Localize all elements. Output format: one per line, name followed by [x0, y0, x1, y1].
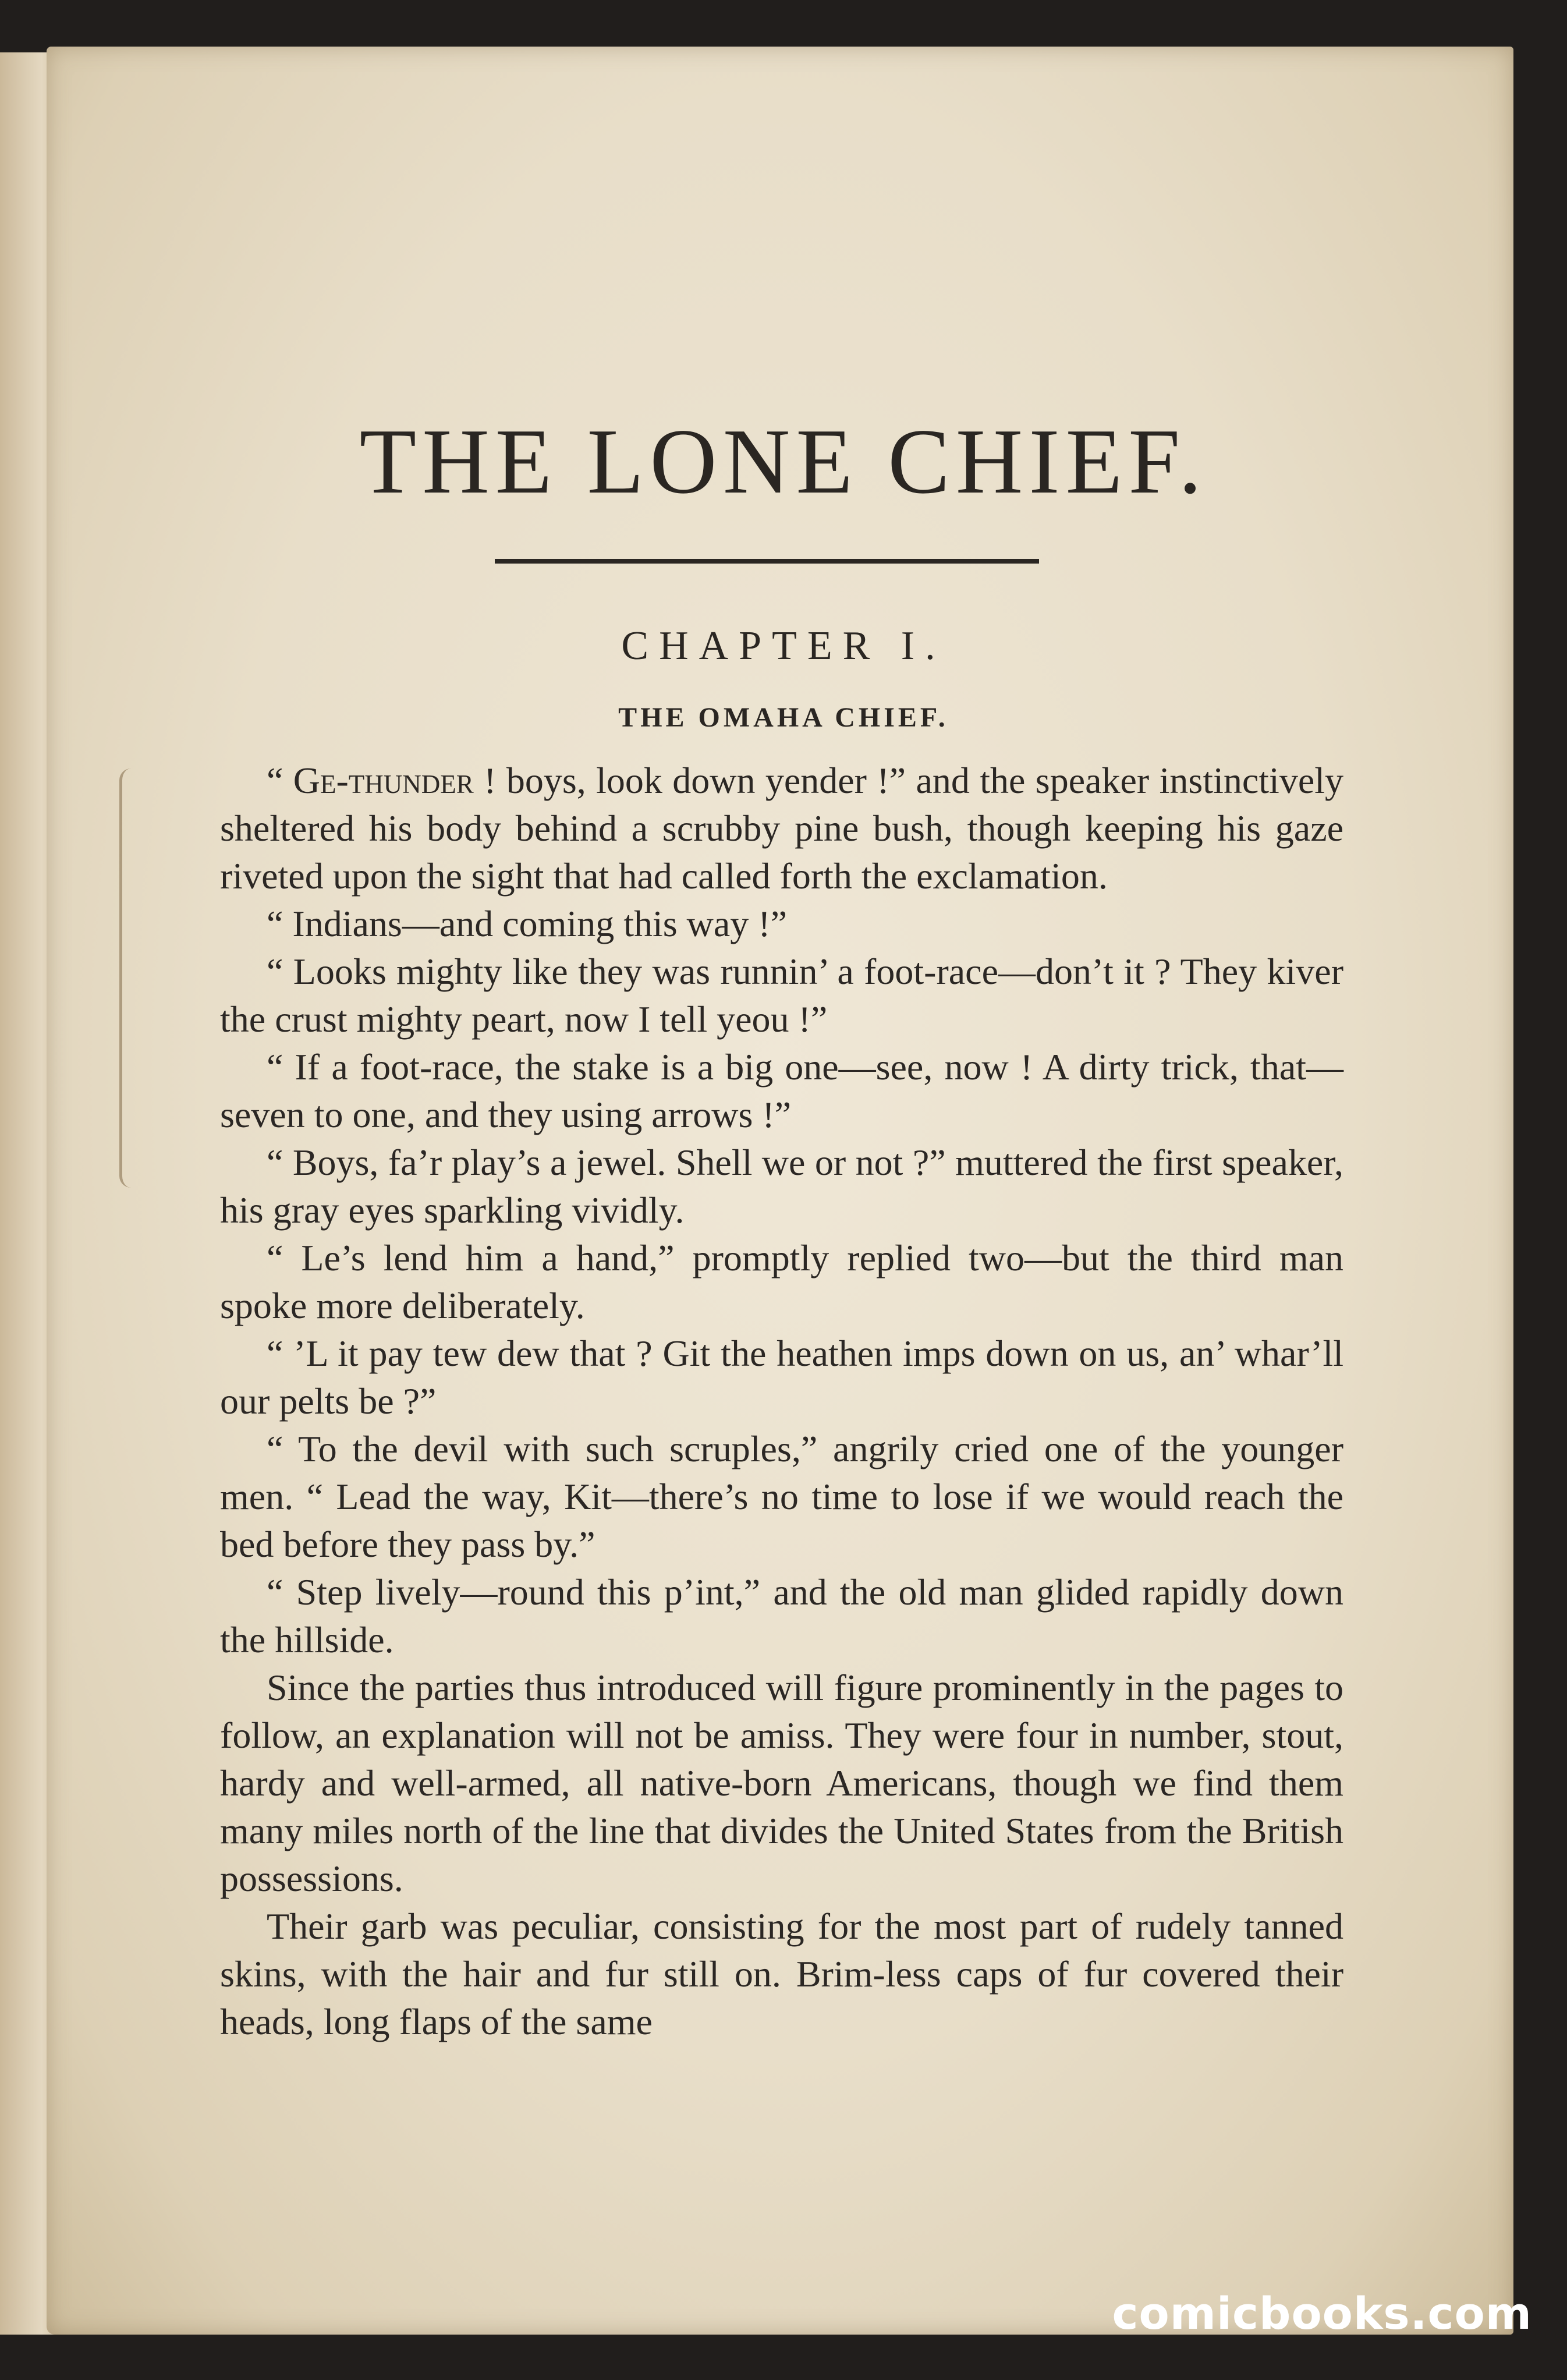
paragraph: “ ’L it pay tew dew that ? Git the heathen imps down on us, an’ whar’ll our pelts be ?”	[220, 1333, 1343, 1422]
paragraph: “ Le’s lend him a hand,” promptly replied two—but the third man spoke more deliberately.	[220, 1237, 1343, 1326]
watermark-text: comicbooks.com	[1112, 2287, 1532, 2339]
title-rule	[495, 559, 1039, 564]
paragraph: “ To the devil with such scruples,” angrily cried one of the younger men. “ Lead the way, Kit—there’s no time to lose if we would reach the bed before they pass by.”	[220, 1428, 1343, 1565]
chapter-heading: CHAPTER I.	[621, 624, 946, 668]
paragraph: Since the parties thus introduced will figure prominently in the pages to follow, an explanation will not be amiss. They were four in number, stout, hardy and well-armed, all native-born Americans, though we find them many miles north of the line that divides the United States from the British possessions.	[220, 1667, 1343, 1899]
paragraph: “ If a foot-race, the stake is a big one—see, now ! A dirty trick, that—seven to one, and they using arrows !”	[220, 1046, 1343, 1135]
paragraph: “ Ge-thunder ! boys, look down yender !” and the speaker instinctively sheltered his body behind a scrubby pine bush, though keeping his gaze riveted upon the sight that had called forth the exclamation.	[220, 760, 1344, 897]
lead-word: Ge-thunder	[293, 760, 474, 801]
body-text	[220, 757, 1343, 2046]
paragraph: “ Boys, fa’r play’s a jewel. Shell we or not ?” muttered the first speaker, his gray eyes sparkling vividly.	[220, 1142, 1343, 1231]
chapter-title: THE OMAHA CHIEF.	[618, 702, 949, 733]
paragraph: “ Looks mighty like they was runnin’ a foot-race—don’t it ? They kiver the crust mighty peart, now I tell yeou !”	[220, 951, 1343, 1040]
binding-thread	[119, 768, 146, 1188]
paragraph: Their garb was peculiar, consisting for the most part of rudely tanned skins, with the hair and fur still on. Brim-less caps of fur covered their heads, long flaps of the same	[220, 1906, 1343, 2042]
book-title: THE LONE CHIEF.	[359, 409, 1208, 513]
paragraph: “ Step lively—round this p’int,” and the old man glided rapidly down the hillside.	[220, 1571, 1343, 1660]
paragraph: “ Indians—and coming this way !”	[267, 903, 787, 944]
